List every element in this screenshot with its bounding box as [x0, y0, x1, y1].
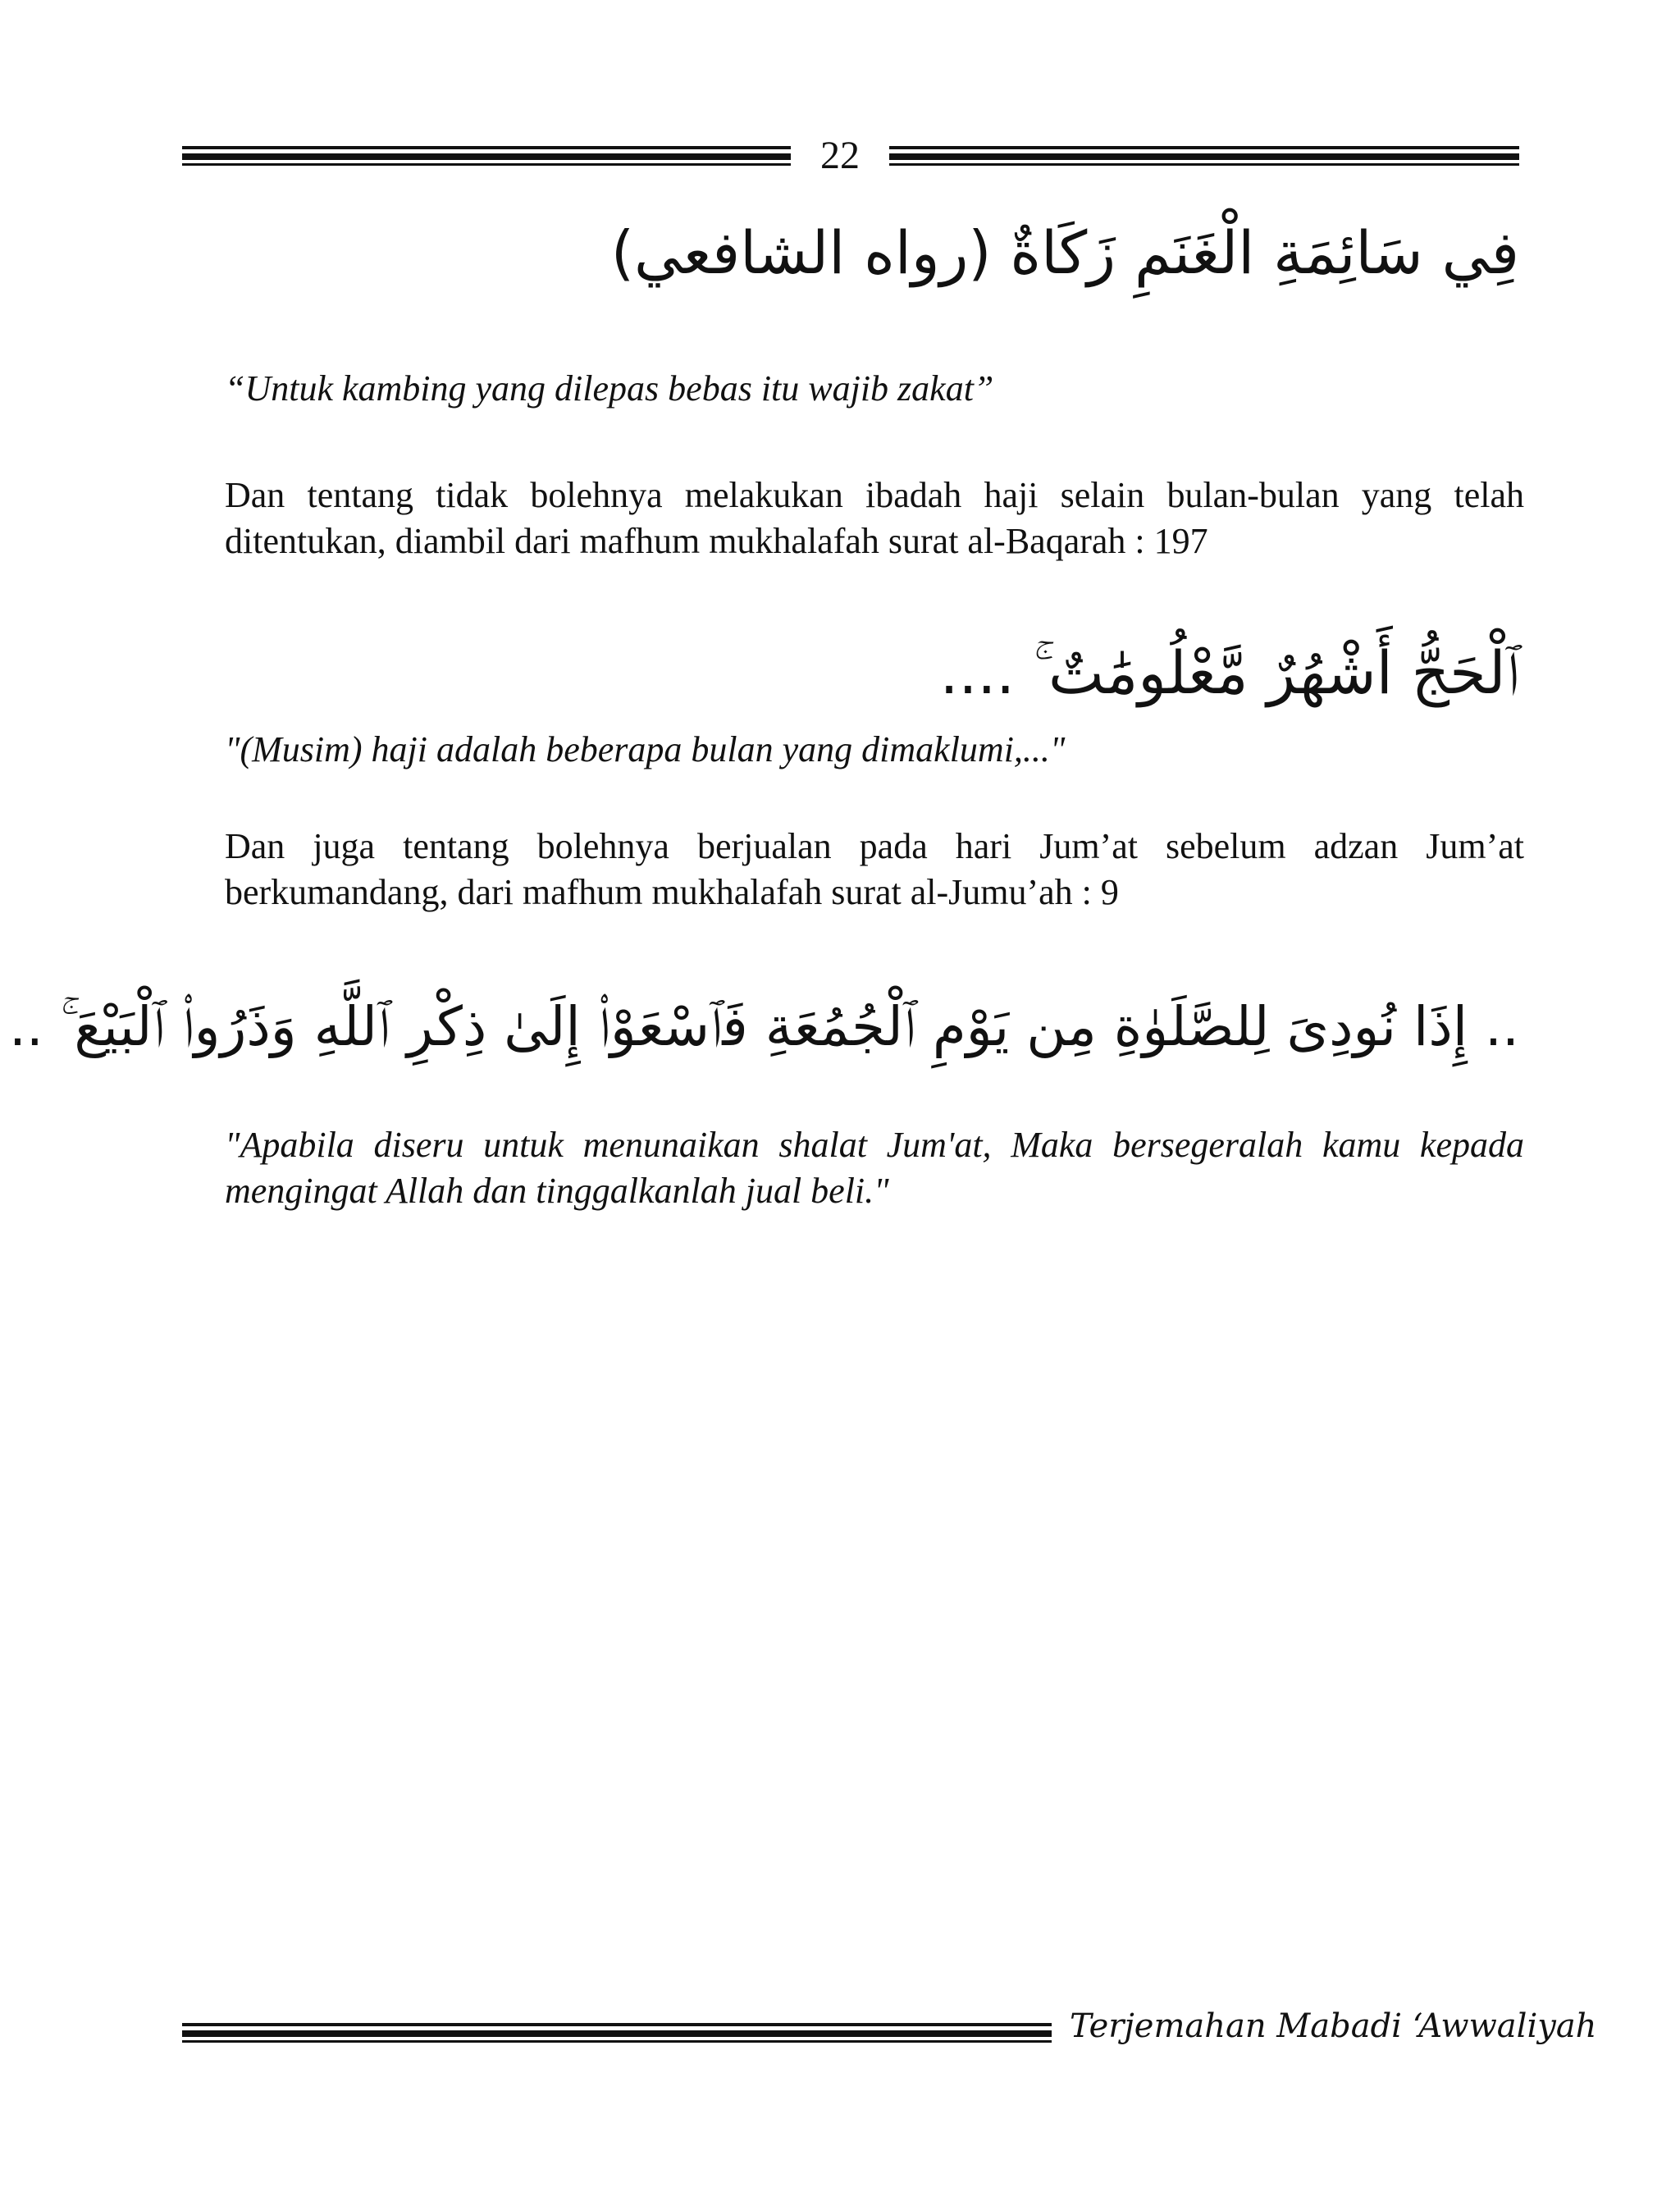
paragraph-albaqarah: Dan tentang tidak bolehnya melakukan ibadah haji selain bulan-bulan yang telah ditentukan, diambil dari mafhum mukhalafah surat al-Baqarah : 197	[225, 475, 1524, 561]
hadith-translation: “Untuk kambing yang dilepas bebas itu wajib zakat”	[225, 368, 994, 409]
footer-rule	[182, 2023, 1052, 2043]
book-title: Terjemahan Mabadi ‘Awwaliyah	[1070, 2007, 1597, 2045]
page-header	[182, 131, 1519, 180]
paragraph-aljumuah: Dan juga tentang bolehnya berjualan pada hari Jum’at sebelum adzan Jum’at berkumandang, dari mafhum mukhalafah surat al-Jumu’ah : 9	[225, 826, 1524, 912]
aljumuah-translation: "Apabila diseru untuk menunaikan shalat Jum'at, Maka bersegeralah kamu kepada mengingat Allah dan tinggalkanlah jual beli."	[225, 1125, 1524, 1211]
page-number: 22	[820, 134, 860, 177]
arabic-hadith-text: فِي سَائِمَةِ الْغَنَمِ زَكَاةٌ (رواه الشافعي)	[610, 218, 1519, 287]
page-footer	[182, 2002, 1597, 2051]
albaqarah-translation: "(Musim) haji adalah beberapa bulan yang dimaklumi,..."	[225, 729, 1066, 769]
header-rule-right	[889, 146, 1519, 166]
header-rule-left	[182, 146, 791, 166]
arabic-albaqarah-verse: ٱلْحَجُّ أَشْهُرٌ مَّعْلُومَٰتٌ ۚ ....	[939, 638, 1519, 707]
arabic-aljumuah-verse: .. إِذَا نُودِىَ لِلصَّلَوٰةِ مِن يَوْمِ ٱلْجُمُعَةِ فَٱسْعَوْا۟ إِلَىٰ ذِكْرِ ٱللَّهِ وَذَرُوا۟ ٱلْبَيْعَ ۚ ..	[8, 995, 1519, 1058]
